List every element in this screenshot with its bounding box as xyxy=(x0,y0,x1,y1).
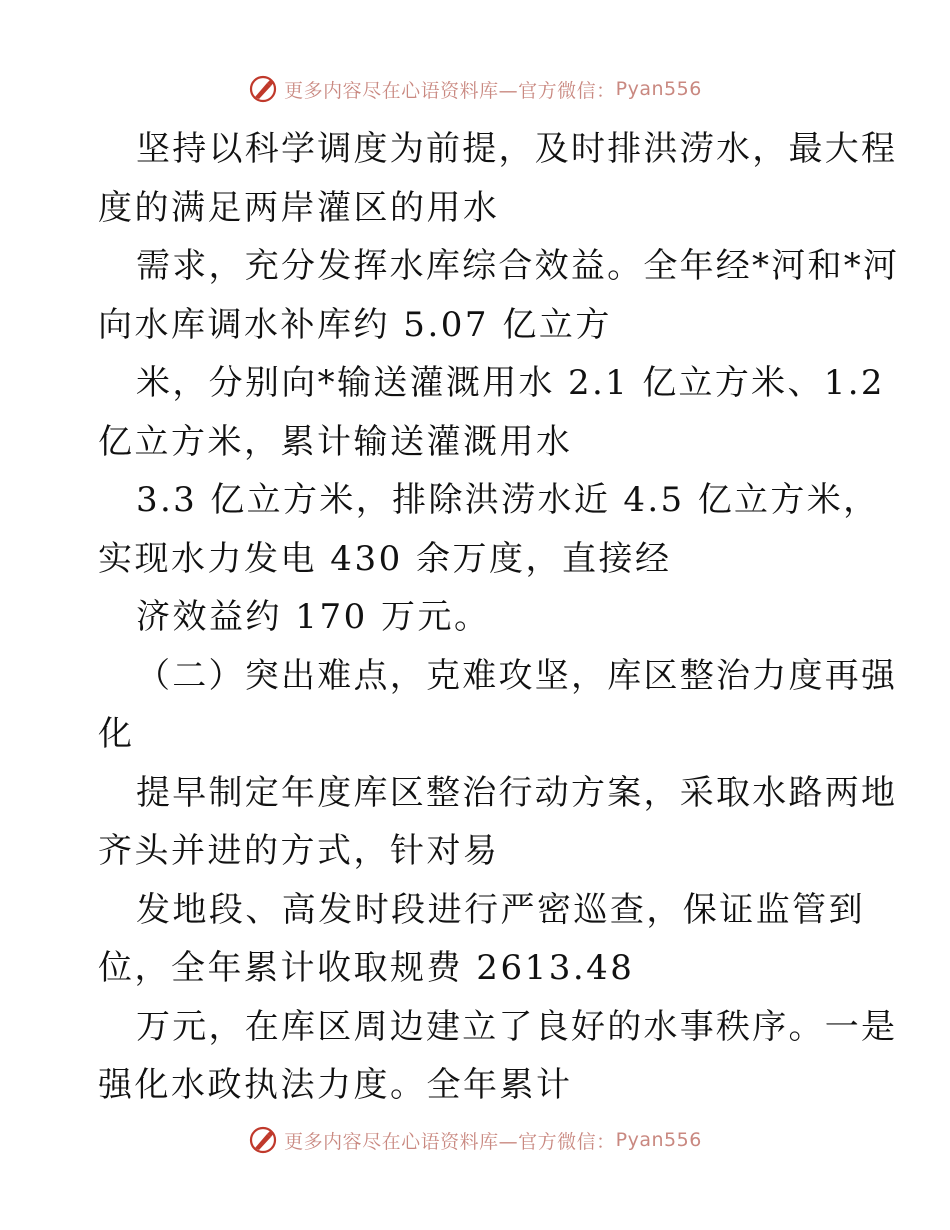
text-line: 发地段、高发时段进行严密巡查，保证监管到 xyxy=(136,889,866,930)
watermark-text: 更多内容尽在心语资料库—官方微信： xyxy=(284,1130,616,1153)
text-line: 度的满足两岸灌区的用水 xyxy=(98,187,500,228)
text-line: （二）突出难点，克难攻坚，库区整治力度再强 xyxy=(136,655,898,696)
text-line: 向水库调水补库约 5.07 亿立方 xyxy=(98,304,612,345)
text-line: 需求，充分发挥水库综合效益。全年经*河和*河 xyxy=(136,246,900,286)
document-body xyxy=(98,120,900,1115)
text-line: 齐头并进的方式，针对易 xyxy=(98,831,500,871)
text-line: 亿立方米，累计输送灌溉用水 xyxy=(98,421,573,462)
text-line: 提早制定年度库区整治行动方案，采取水路两地 xyxy=(136,772,898,813)
text-line: 位，全年累计收取规费 2613.48 xyxy=(98,948,635,988)
text-line: 济效益约 170 万元。 xyxy=(136,597,491,637)
header-watermark xyxy=(0,72,950,106)
watermark-wechat-id: Pyan556 xyxy=(615,1129,702,1151)
pen-circle-logo-icon xyxy=(248,1125,278,1155)
footer-watermark xyxy=(0,1123,950,1157)
text-line: 化 xyxy=(98,714,135,754)
text-line: 强化水政执法力度。全年累计 xyxy=(98,1065,573,1105)
text-line: 万元，在库区周边建立了良好的水事秩序。一是 xyxy=(136,1006,898,1047)
text-line: 坚持以科学调度为前提，及时排洪涝水，最大程 xyxy=(136,129,898,169)
text-line: 实现水力发电 430 余万度，直接经 xyxy=(98,538,672,579)
watermark-wechat-id: Pyan556 xyxy=(615,78,702,100)
text-line: 3.3 亿立方米，排除洪涝水近 4.5 亿立方米， xyxy=(136,480,880,520)
pen-circle-logo-icon xyxy=(248,74,278,104)
watermark-text: 更多内容尽在心语资料库—官方微信： xyxy=(284,79,616,102)
text-line: 米，分别向*输送灌溉用水 2.1 亿立方米、1.2 xyxy=(136,363,885,403)
